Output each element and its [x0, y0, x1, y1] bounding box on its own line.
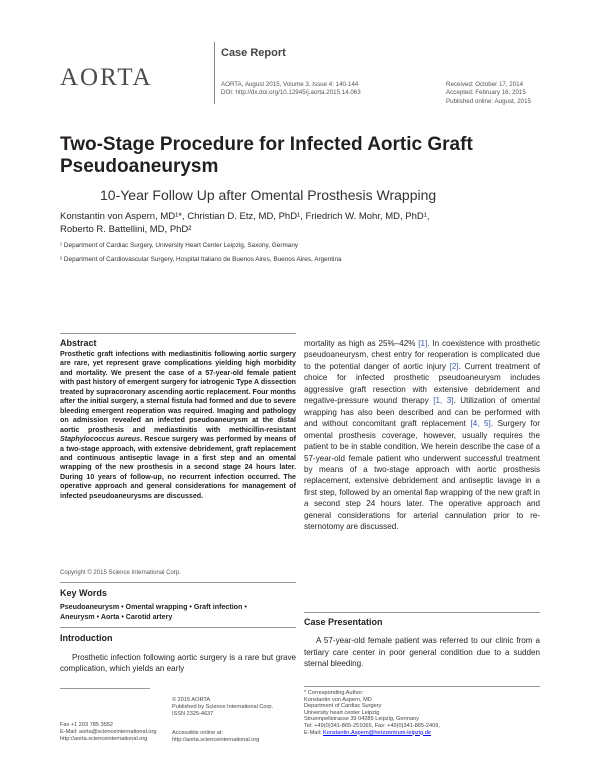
corresponding-author	[304, 690, 544, 736]
keywords-line-2: Aneurysm • Aorta • Carotid artery	[60, 612, 173, 621]
case-presentation-top-rule	[304, 612, 540, 613]
authors-line-1: Konstantin von Aspern, MD¹*, Christian D. Etz, MD, PhD¹, Friedrich W. Mohr, MD, PhD¹,	[60, 211, 430, 222]
abstract-text: Prosthetic graft infections with mediastinitis following aortic surgery are rare, yet represent grave complications yielding high morbidity and mortality. We present the case of a 57-year-old female patient with past history of emergent surgery for iatrogenic Type A dissection treated by supracoronary ascending aortic replacement. Four months after the initial surgery, a sternal fistula had formed and due to severe bleeding emergent reoperation was required. Imaging and pathology on admission revealed an infected pseudoaneurysm at the distal aortic prosthesis and mediastinitis with methicillin-resistant Staphylococcus aureus. Rescue surgery was performed by means of a two-stage approach, with extensive debridement, graft replacement and continuous antiseptic lavage in a first step and an omental wrapping of the new prosthesis in a second stage 24 hours later. During 10 years of follow-up, no recurrent infection occurred. The operative approach and general considerations for management of infected pseudoaneurysms are discussed.	[60, 350, 296, 500]
title-line-2: Pseudoaneurysm	[60, 156, 219, 177]
accessible-label: Accessible online at:	[172, 730, 223, 736]
copyright-notice: Copyright © 2015 Science International Corp.	[60, 570, 181, 576]
published-date: Published online: August, 2015	[446, 97, 531, 105]
column2-text: mortality as high as 25%–42% [1]. In coexistence with prosthetic pseudoaneurysm, chest entry for reoperation is complicated due to the potential danger of aortic injury [2]. Current treatment of choice for infected prosthetic pseudoaneurysm includes aggressive graft resection with extensive debridement and negative-pressure wound therapy [1, 3]. Utilization of omental wrapping has also been described and can be performed with and without concomitant graft replacement [4, 5]. Surgery for omental prosthesis coverage, however, usually requires the patient to be in stable condition. We herein describe the case of a 57-year-old female patient who underwent successful treatment by means of a two-stage approach with aortic prosthesis replacement, extensive debridement and antiseptic lavage in a first step, followed by an omental flap wrapping of the new graft in a second step 24 hours later. The operative approach and general considerations for arterial cannulation prior to re-sternotomy are discussed.	[304, 339, 541, 532]
keywords-heading: Key Words	[60, 588, 107, 598]
article-title	[60, 134, 560, 178]
dates-block	[446, 81, 531, 106]
abstract-top-rule	[60, 333, 296, 334]
issn: ISSN 2325-4637	[172, 711, 214, 717]
keywords-top-rule	[60, 582, 296, 583]
corresp-name: Konstantin von Aspern, MD	[304, 696, 372, 703]
author-list	[60, 211, 530, 236]
article-subtitle: 10-Year Follow Up after Omental Prosthesis Wrapping	[100, 187, 437, 203]
reference-link[interactable]: [1]	[418, 339, 428, 348]
received-date: Received: October 17, 2014	[446, 81, 524, 88]
contact-info	[60, 722, 156, 743]
abstract-heading: Abstract	[60, 338, 97, 348]
introduction-heading: Introduction	[60, 633, 113, 643]
accessible-url[interactable]: http://aorta.scienceinternational.org	[172, 737, 260, 743]
corresp-heading: * Corresponding Author:	[304, 690, 364, 696]
email-line: E-Mail: aorta@scienceinternational.org	[60, 729, 157, 735]
email-link[interactable]: aorta@scienceinternational.org	[78, 729, 157, 735]
corresp-tel: Tel: +49(0)341-865-251065, Fax: +49(0)341-865-2409,	[304, 722, 440, 729]
authors-line-2: Roberto R. Battellini, MD, PhD²	[60, 223, 192, 235]
accepted-date: Accepted: February 16, 2015	[446, 89, 526, 97]
reference-link[interactable]: [1, 3]	[433, 396, 454, 406]
header-divider	[214, 42, 215, 104]
affiliation-2: ² Department of Cardiovascular Surgery, Hospital Italiano de Buenos Aires, Buenos Aires, Argentina	[60, 256, 342, 263]
publisher-copyright: © 2015 AORTA	[172, 697, 211, 703]
doi-line	[221, 89, 361, 97]
keywords-list	[60, 603, 296, 623]
title-line-1: Two-Stage Procedure for Infected Aortic Graft	[60, 134, 473, 155]
corresp-email-line: E-Mail: Konstantin.Aspern@herzzentrum-leipzig.de	[304, 729, 431, 736]
citation-block	[221, 81, 361, 98]
publisher-info	[172, 697, 273, 718]
footer-rule-right	[304, 686, 540, 687]
corresp-address: Struempellstrasse 39 04289 Leipzig, Germany	[304, 716, 420, 723]
corresp-email-link[interactable]: Konstantin.Aspern@herzzentrum-leipzig.de	[322, 729, 431, 736]
footer-rule-left	[60, 688, 150, 689]
case-presentation-heading: Case Presentation	[304, 617, 383, 627]
corresp-center: University heart center Leipzig	[304, 709, 380, 716]
publisher-name: Published by Science International Corp.	[172, 704, 274, 710]
fax: Fax +1 203 785 3552	[60, 722, 114, 728]
journal-logo: AORTA	[60, 64, 153, 91]
citation-line: AORTA, August 2015, Volume 3, Issue 4: 140-144	[221, 81, 359, 88]
reference-link[interactable]: [2]	[449, 361, 459, 371]
keywords-line-1: Pseudoaneurysm • Omental wrapping • Graft infection •	[60, 603, 247, 611]
corresp-dept: Department of Cardiac Surgery	[304, 703, 382, 710]
doi-link[interactable]: http://dx.doi.org/10.12945/j.aorta.2015.14.063	[235, 89, 361, 97]
website-link[interactable]: http://aorta.scienceinternational.org	[60, 736, 148, 742]
case-presentation-text: A 57-year-old female patient was referred to our clinic from a tertiary care center in poor general condition due to a sudden sternal bleeding.	[304, 636, 540, 668]
reference-link[interactable]: [4, 5]	[470, 419, 491, 429]
article-type: Case Report	[221, 47, 286, 59]
accessible-online	[172, 730, 259, 744]
introduction-text: Prosthetic infection following aortic surgery is a rare but grave complication, which yields an early	[60, 653, 296, 674]
abstract-organism: Staphylococcus aureus	[60, 435, 141, 444]
introduction-top-rule	[60, 627, 296, 628]
affiliation-1: ¹ Department of Cardiac Surgery, University Heart Center Leipzig, Saxony, Germany	[60, 242, 299, 249]
doi-prefix: DOI:	[221, 89, 236, 97]
